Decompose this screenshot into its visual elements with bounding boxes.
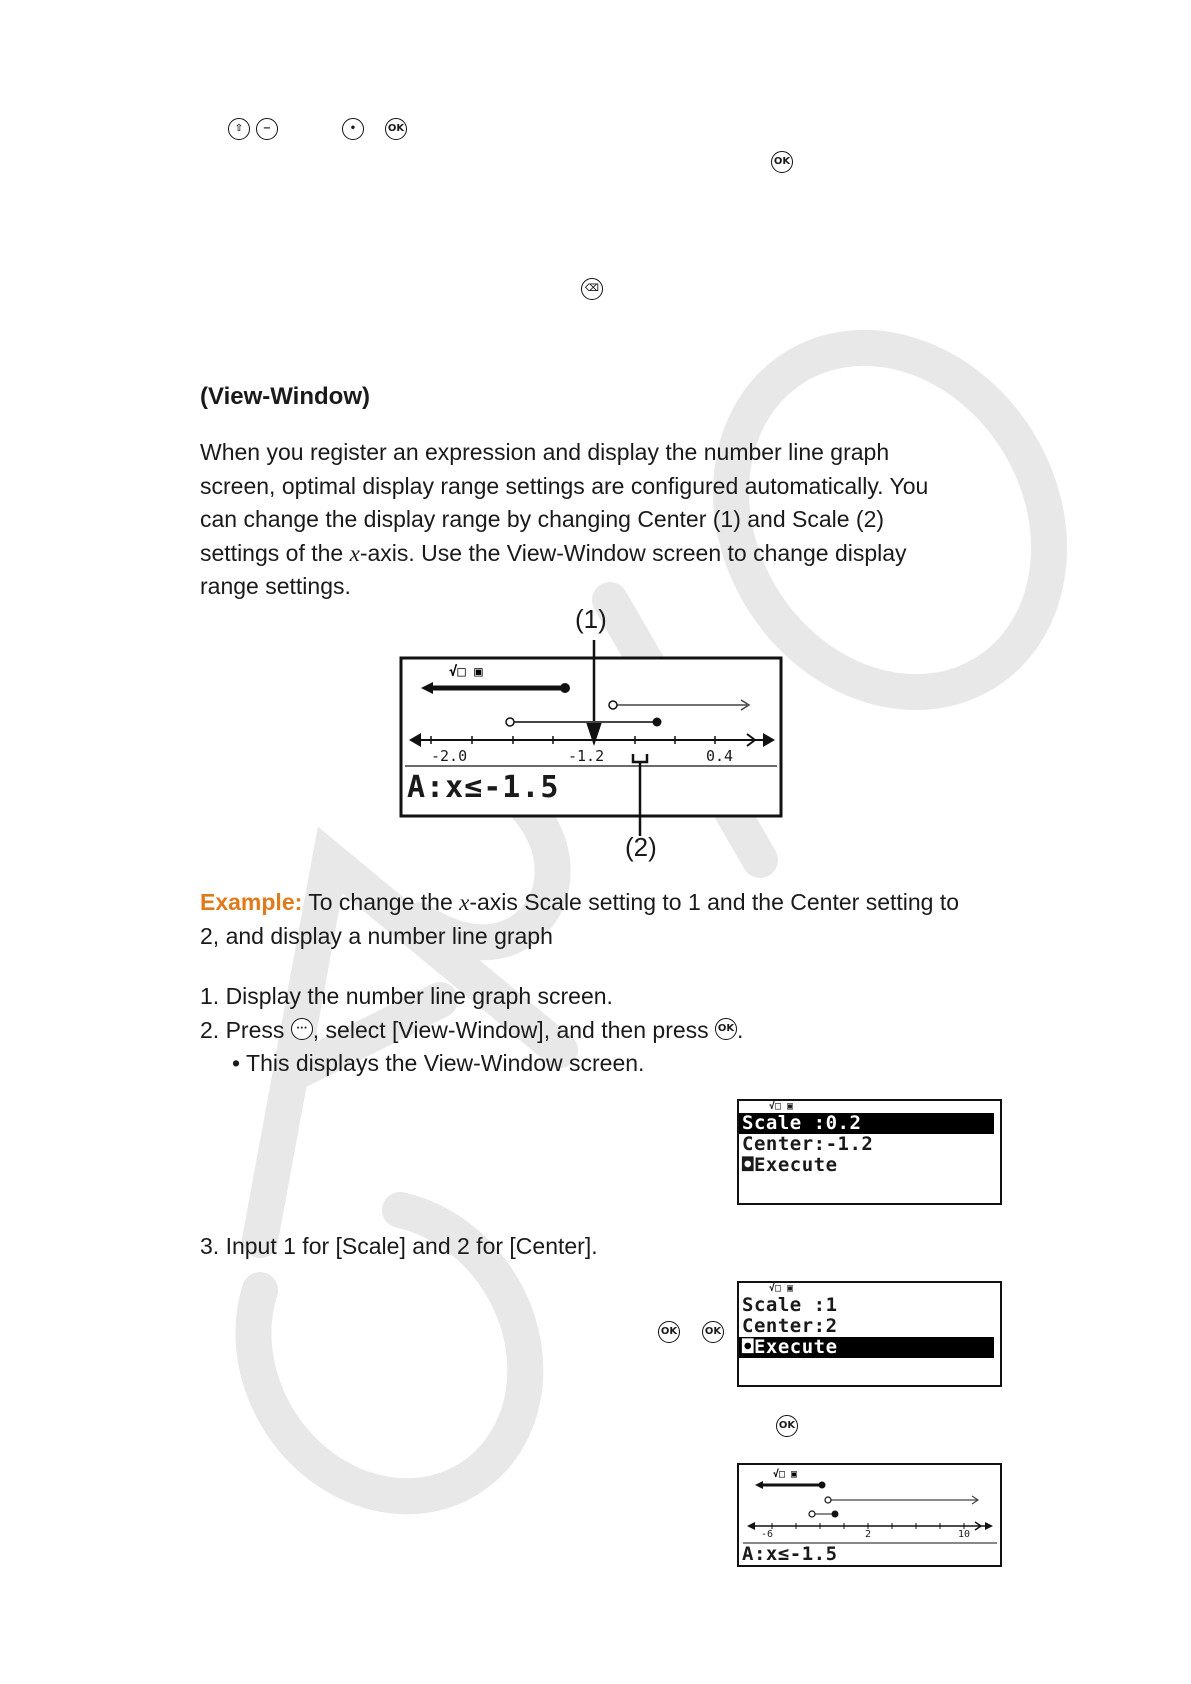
tick-label-right: 10: [958, 1529, 971, 1540]
axis-end-marker: [985, 1522, 993, 1530]
graph-line-3-dot: [653, 718, 662, 727]
center-setting: Center:-1.2: [742, 1133, 874, 1155]
section-title: (View-Window): [200, 383, 370, 410]
example-line: 2, and display a number line graph: [200, 922, 553, 949]
step-text: .: [737, 1016, 744, 1043]
scale-setting: Scale :1: [742, 1294, 838, 1316]
intro-line: [200, 537, 1020, 571]
view-window-screen-1: [737, 1099, 1002, 1205]
callout-center-label: (1): [575, 604, 607, 634]
backspace-key-icon: ⌫: [581, 278, 603, 300]
intro-line: range settings.: [200, 573, 351, 599]
tick-label-right: 0.4: [706, 747, 734, 765]
options-key-icon: ···: [291, 1018, 313, 1040]
intro-text: -axis. Use the View-Window screen to change display: [359, 539, 907, 566]
execute-option: ◘Execute: [742, 1154, 838, 1176]
graph-line-1-dot: [819, 1482, 826, 1489]
shift-key-icon: ⇧: [228, 118, 250, 140]
ok-key-icon: OK: [776, 1415, 798, 1437]
intro-text: settings of the: [200, 539, 350, 566]
example-paragraph: [200, 886, 1020, 953]
example-line: [200, 886, 1020, 920]
ok-key-icon: OK: [385, 118, 407, 140]
example-text: To change the: [302, 889, 460, 915]
graph-line-3-dot: [832, 1511, 839, 1518]
tick-label-left: -2.0: [431, 747, 468, 765]
graph-line-2-open-dot: [825, 1497, 831, 1503]
graph-line-1-dot: [560, 683, 570, 693]
intro-paragraph: [200, 436, 1020, 604]
minus-key-icon: −: [256, 118, 278, 140]
step-3: 3. Input 1 for [Scale] and 2 for [Center].: [200, 1233, 598, 1259]
expression-label: A:x≤-1.5: [742, 1543, 838, 1565]
diagram-graphic: [385, 604, 825, 874]
number-line-result-screen: [737, 1463, 1002, 1567]
intro-line: When you register an expression and display the number line graph: [200, 439, 890, 465]
axis-left-arrow: [747, 1522, 755, 1530]
view-window-screen-2: [737, 1281, 1002, 1387]
step-2: [200, 1014, 1020, 1048]
graph-line-1-arrow: [755, 1481, 763, 1489]
intro-line: can change the display range by changing Center (1) and Scale (2): [200, 506, 885, 532]
graph-line-3-open-dot: [809, 1511, 815, 1517]
execute-option: ◘Execute: [739, 1337, 994, 1358]
tick-label-left: -6: [761, 1529, 774, 1540]
status-icons: √□ ▣: [769, 1283, 794, 1294]
dot-key-icon: •: [342, 118, 364, 140]
status-icons: √□ ▣: [773, 1469, 798, 1480]
expression-label: A:x≤-1.5: [407, 770, 560, 805]
step-1: 1. Display the number line graph screen.: [200, 983, 613, 1009]
status-icons: √□ ▣: [769, 1101, 794, 1112]
x-variable: x: [459, 890, 470, 915]
number-line-diagram: [385, 604, 825, 874]
ok-key-icon: OK: [702, 1321, 724, 1343]
graph-line-2-open-dot: [609, 701, 617, 709]
tick-label-center: -1.2: [568, 747, 605, 765]
x-variable: x: [349, 540, 360, 566]
step-text: , select [View-Window], and then press: [312, 1016, 716, 1043]
intro-line: screen, optimal display range settings are configured automatically. You: [200, 472, 929, 499]
callout-scale-label: (2): [625, 832, 657, 862]
ok-key-icon: OK: [771, 151, 793, 173]
example-label: Example:: [200, 889, 303, 915]
ok-key-icon: OK: [658, 1321, 680, 1343]
status-icons: √□ ▣: [449, 664, 483, 680]
ok-key-icon: OK: [715, 1018, 737, 1040]
steps-list: [200, 980, 1020, 1081]
tick-label-center: 2: [865, 1529, 872, 1540]
center-setting: Center:2: [742, 1315, 838, 1337]
step-text: 2. Press: [200, 1016, 291, 1043]
step-2-note: • This displays the View-Window screen.: [232, 1050, 645, 1076]
graph-line-3-open-dot: [506, 718, 514, 726]
example-text: -axis Scale setting to 1 and the Center setting to: [469, 889, 960, 915]
scale-setting: Scale :0.2: [739, 1113, 994, 1134]
